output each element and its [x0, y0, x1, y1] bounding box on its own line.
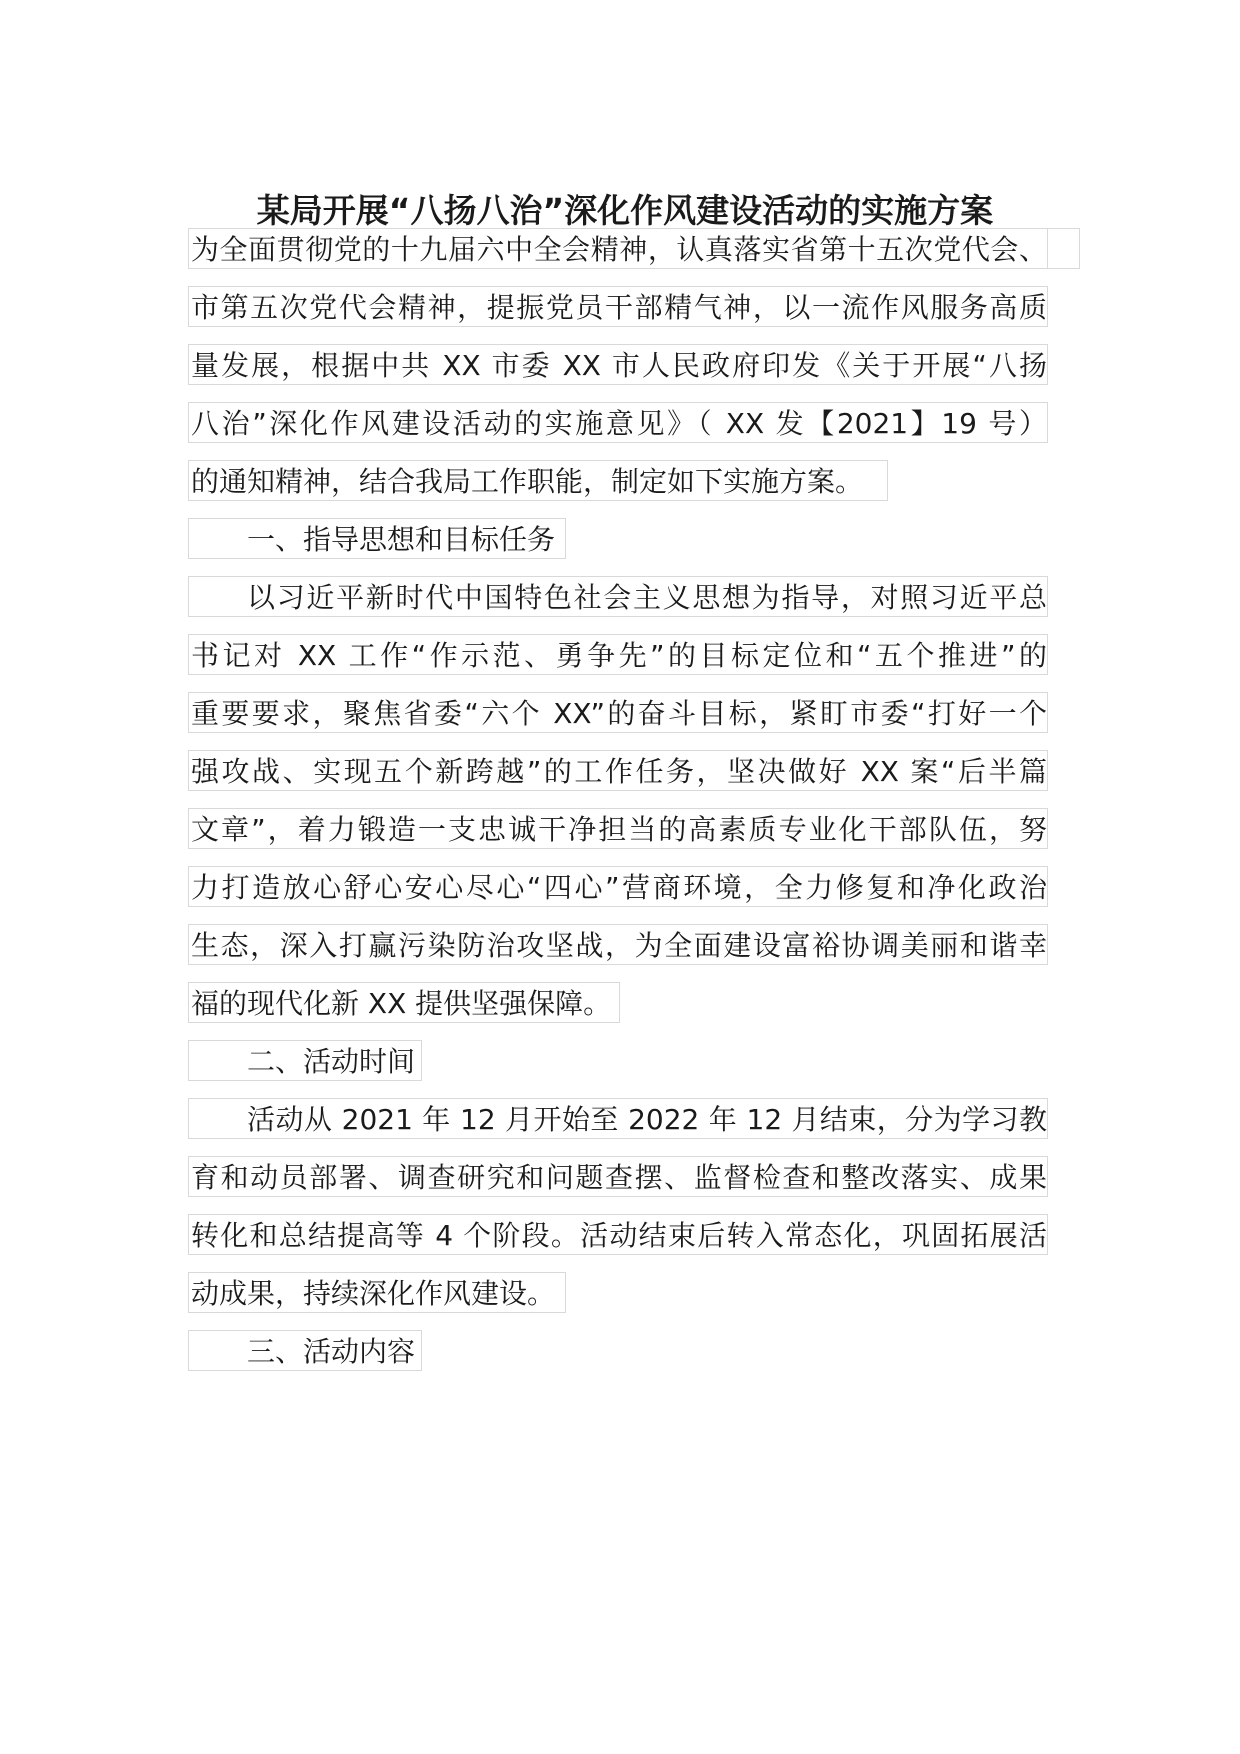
paragraph-1-line-2: 市第五次党代会精神，提振党员干部精气神，以一流作风服务高质 — [188, 286, 1048, 327]
paragraph-3-line-4: 动成果，持续深化作风建设。 — [188, 1272, 566, 1313]
section-heading-3: 三、活动内容 — [188, 1330, 422, 1371]
paragraph-2-line-6: 力打造放心舒心安心尽心“四心”营商环境，全力修复和净化政治 — [188, 866, 1048, 907]
text-box-edge — [1048, 228, 1080, 269]
paragraph-2-line-1: 以习近平新时代中国特色社会主义思想为指导，对照习近平总 — [188, 576, 1048, 617]
paragraph-2-line-2: 书记对 XX 工作“作示范、勇争先”的目标定位和“五个推进”的 — [188, 634, 1048, 675]
document-title: 某局开展“八扬八治”深化作风建设活动的实施方案 — [256, 191, 994, 230]
section-heading-2: 二、活动时间 — [188, 1040, 422, 1081]
paragraph-3-line-1: 活动从 2021 年 12 月开始至 2022 年 12 月结束，分为学习教 — [188, 1098, 1048, 1139]
paragraph-1-line-1: 为全面贯彻党的十九届六中全会精神，认真落实省第十五次党代会、 — [188, 228, 1048, 269]
paragraph-2-line-8: 福的现代化新 XX 提供坚强保障。 — [188, 982, 620, 1023]
paragraph-3-line-3: 转化和总结提高等 4 个阶段。活动结束后转入常态化，巩固拓展活 — [188, 1214, 1048, 1255]
paragraph-1-line-4: 八治”深化作风建设活动的实施意见》（ XX 发【2021】19 号） — [188, 402, 1048, 443]
paragraph-1-line-5: 的通知精神，结合我局工作职能，制定如下实施方案。 — [188, 460, 888, 501]
paragraph-3-line-2: 育和动员部署、调查研究和问题查摆、监督检查和整改落实、成果 — [188, 1156, 1048, 1197]
paragraph-2-line-7: 生态，深入打赢污染防治攻坚战，为全面建设富裕协调美丽和谐幸 — [188, 924, 1048, 965]
section-heading-1: 一、指导思想和目标任务 — [188, 518, 566, 559]
paragraph-2-line-5: 文章”，着力锻造一支忠诚干净担当的高素质专业化干部队伍，努 — [188, 808, 1048, 849]
paragraph-2-line-3: 重要要求，聚焦省委“六个 XX”的奋斗目标，紧盯市委“打好一个 — [188, 692, 1048, 733]
paragraph-1-line-3: 量发展，根据中共 XX 市委 XX 市人民政府印发《关于开展“八扬 — [188, 344, 1048, 385]
paragraph-2-line-4: 强攻战、实现五个新跨越”的工作任务，坚决做好 XX 案“后半篇 — [188, 750, 1048, 791]
